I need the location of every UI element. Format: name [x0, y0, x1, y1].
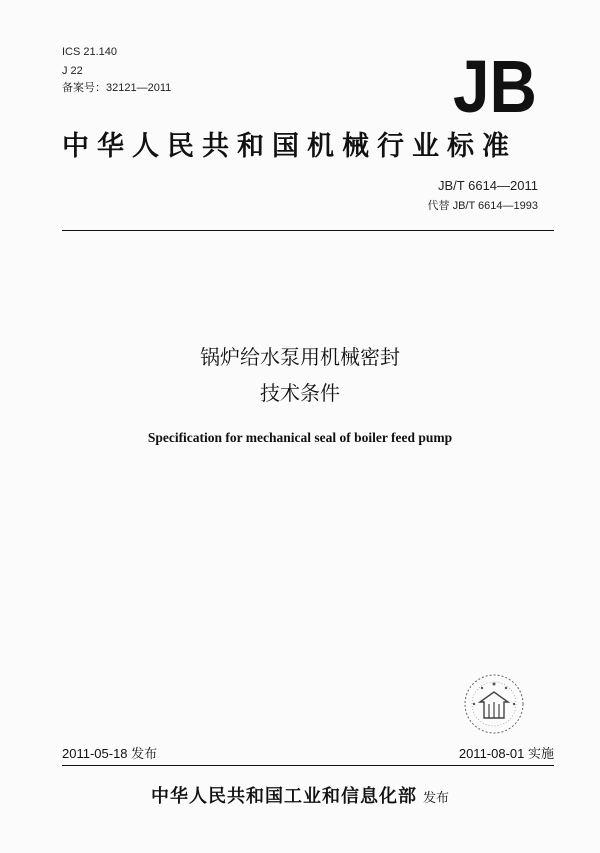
effective-date: 2011-08-01 实施	[458, 746, 554, 761]
bottom-divider	[62, 765, 554, 766]
jb-logo-text: JB	[453, 45, 537, 128]
replaces-standard: 代替 JB/T 6614—1993	[427, 200, 538, 212]
title-cn-line2: 技术条件	[260, 381, 340, 405]
ics-code: ICS 21.140	[62, 46, 118, 58]
standard-number: JB/T 6614—2011	[438, 178, 538, 193]
jb-logo	[452, 45, 538, 128]
organization-title: 中华人民共和国机械行业标准	[62, 131, 517, 162]
publisher-name: 中华人民共和国工业和信息化部	[150, 786, 417, 807]
publisher	[0, 782, 600, 808]
title-cn-line1: 锅炉给水泵用机械密封	[200, 345, 400, 369]
title-en: Specification for mechanical seal of boiler feed pump	[147, 430, 453, 445]
release-date: 2011-05-18 发布	[62, 746, 158, 761]
publisher-suffix: 发布	[422, 791, 449, 806]
record-number: 备案号：32121—2011	[62, 82, 172, 94]
classification-code: J 22	[62, 65, 83, 77]
top-divider	[62, 230, 554, 231]
official-seal-icon	[462, 672, 526, 736]
